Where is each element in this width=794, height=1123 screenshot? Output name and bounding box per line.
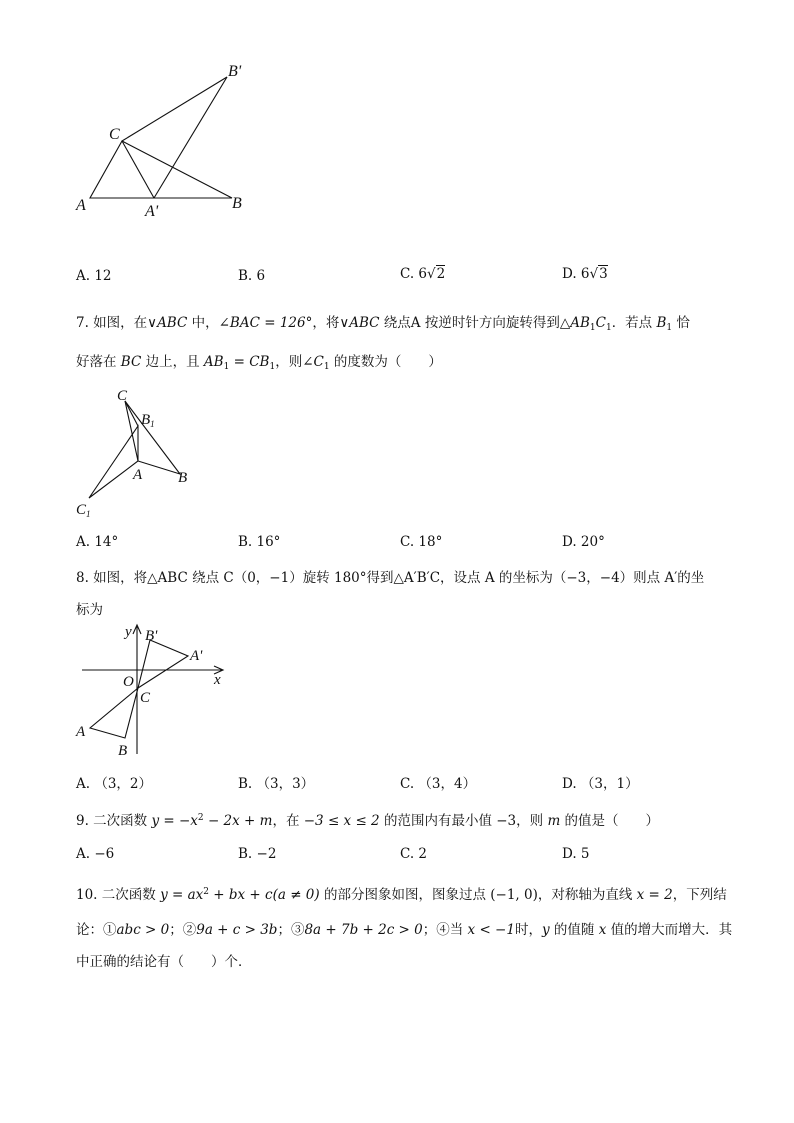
q9-option-c[interactable]: C. 2	[400, 846, 428, 862]
q8-stem-line2: 标为	[76, 602, 103, 618]
label-Bp: B'	[145, 628, 158, 644]
figure-q6	[70, 55, 270, 230]
label-Ap: A'	[145, 203, 159, 220]
q6-option-c[interactable]: C. 6√2	[400, 266, 446, 282]
label-C: C	[109, 126, 120, 143]
q8-option-d[interactable]: D. （3，1）	[562, 776, 639, 792]
q6-option-a[interactable]: A. 12	[76, 268, 112, 284]
label-A: A	[76, 724, 86, 740]
q10-stem-line2: 论：①abc > 0；②9a + c > 3b；③8a + 7b + 2c > 0；④当 x < −1时，y 的值随 x 值的增大而增大．其	[76, 922, 733, 938]
q7-option-a[interactable]: A. 14°	[76, 534, 119, 550]
q7-option-d[interactable]: D. 20°	[562, 534, 605, 550]
q8-option-a[interactable]: A. （3，2）	[76, 776, 153, 792]
q9-option-d[interactable]: D. 5	[562, 846, 590, 862]
q7-option-c[interactable]: C. 18°	[400, 534, 443, 550]
triangle-ab1c1	[89, 426, 138, 498]
q6-option-d-radicand: 3	[599, 266, 608, 282]
segment-c-bp	[122, 77, 227, 141]
label-A: A	[133, 467, 143, 483]
label-O: O	[123, 674, 134, 690]
label-B1: $B_1$	[141, 412, 155, 429]
figure-q7	[70, 383, 210, 521]
q7-option-b[interactable]: B. 16°	[238, 534, 281, 550]
q9-stem: 9. 二次函数 $y = -x^2 - 2x + m$，在 −3 ≤ x ≤ 2 的范围内有最小值 −3，则 m 的值是（ ）	[76, 813, 660, 829]
q10-stem-line3: 中正确的结论有（ ）个．	[76, 954, 252, 970]
segment-c-b1	[125, 401, 138, 426]
q7-stem-line2: 好落在 BC 边上，且 $AB_1 = CB_1$，则$\angle C_1$ 的度数为（ ）	[76, 354, 442, 372]
q7-stem-line1: 7. 如图，在∨ABC 中，∠BAC = 126°，将∨ABC 绕点A 按逆时针方向旋转得到$\triangle AB_1C_1$．若点 $B_1$ 恰	[76, 315, 690, 333]
label-C: C	[140, 690, 151, 706]
q6-option-b[interactable]: B. 6	[238, 268, 266, 284]
segment-ap-bp	[154, 77, 227, 198]
label-B: B	[178, 470, 188, 486]
label-B: B	[232, 195, 242, 212]
q9-option-a[interactable]: A. −6	[76, 846, 115, 862]
label-x: x	[214, 672, 221, 688]
triangle-abc	[90, 141, 232, 198]
q8-stem-line1: 8. 如图，将△ABC 绕点 C（0，−1）旋转 180°得到△A′B′C，设点 A 的坐标为（−3，−4）则点 A′的坐	[76, 570, 705, 586]
label-Bp: B'	[228, 63, 242, 80]
label-A: A	[76, 197, 86, 214]
q6-option-d[interactable]: D. 6√3	[562, 266, 608, 282]
q9-option-b[interactable]: B. −2	[238, 846, 277, 862]
label-Ap: A'	[190, 648, 203, 664]
label-B: B	[118, 743, 128, 759]
q6-option-c-radicand: 2	[436, 266, 446, 282]
label-y: y	[125, 624, 132, 640]
q8-option-c[interactable]: C. （3，4）	[400, 776, 477, 792]
q8-option-b[interactable]: B. （3，3）	[238, 776, 315, 792]
label-C: C	[117, 388, 128, 404]
label-C1: $C_1$	[76, 502, 91, 519]
q10-stem-line1: 10. 二次函数 $y = ax^2$ + bx + c(a ≠ 0) 的部分图象如图，图象过点 (−1, 0)，对称轴为直线 x = 2，下列结	[76, 887, 727, 903]
triangle-abc	[90, 688, 138, 738]
figure-q8	[70, 618, 240, 763]
triangle-abc	[125, 401, 180, 474]
triangle-apbpc	[138, 640, 188, 688]
